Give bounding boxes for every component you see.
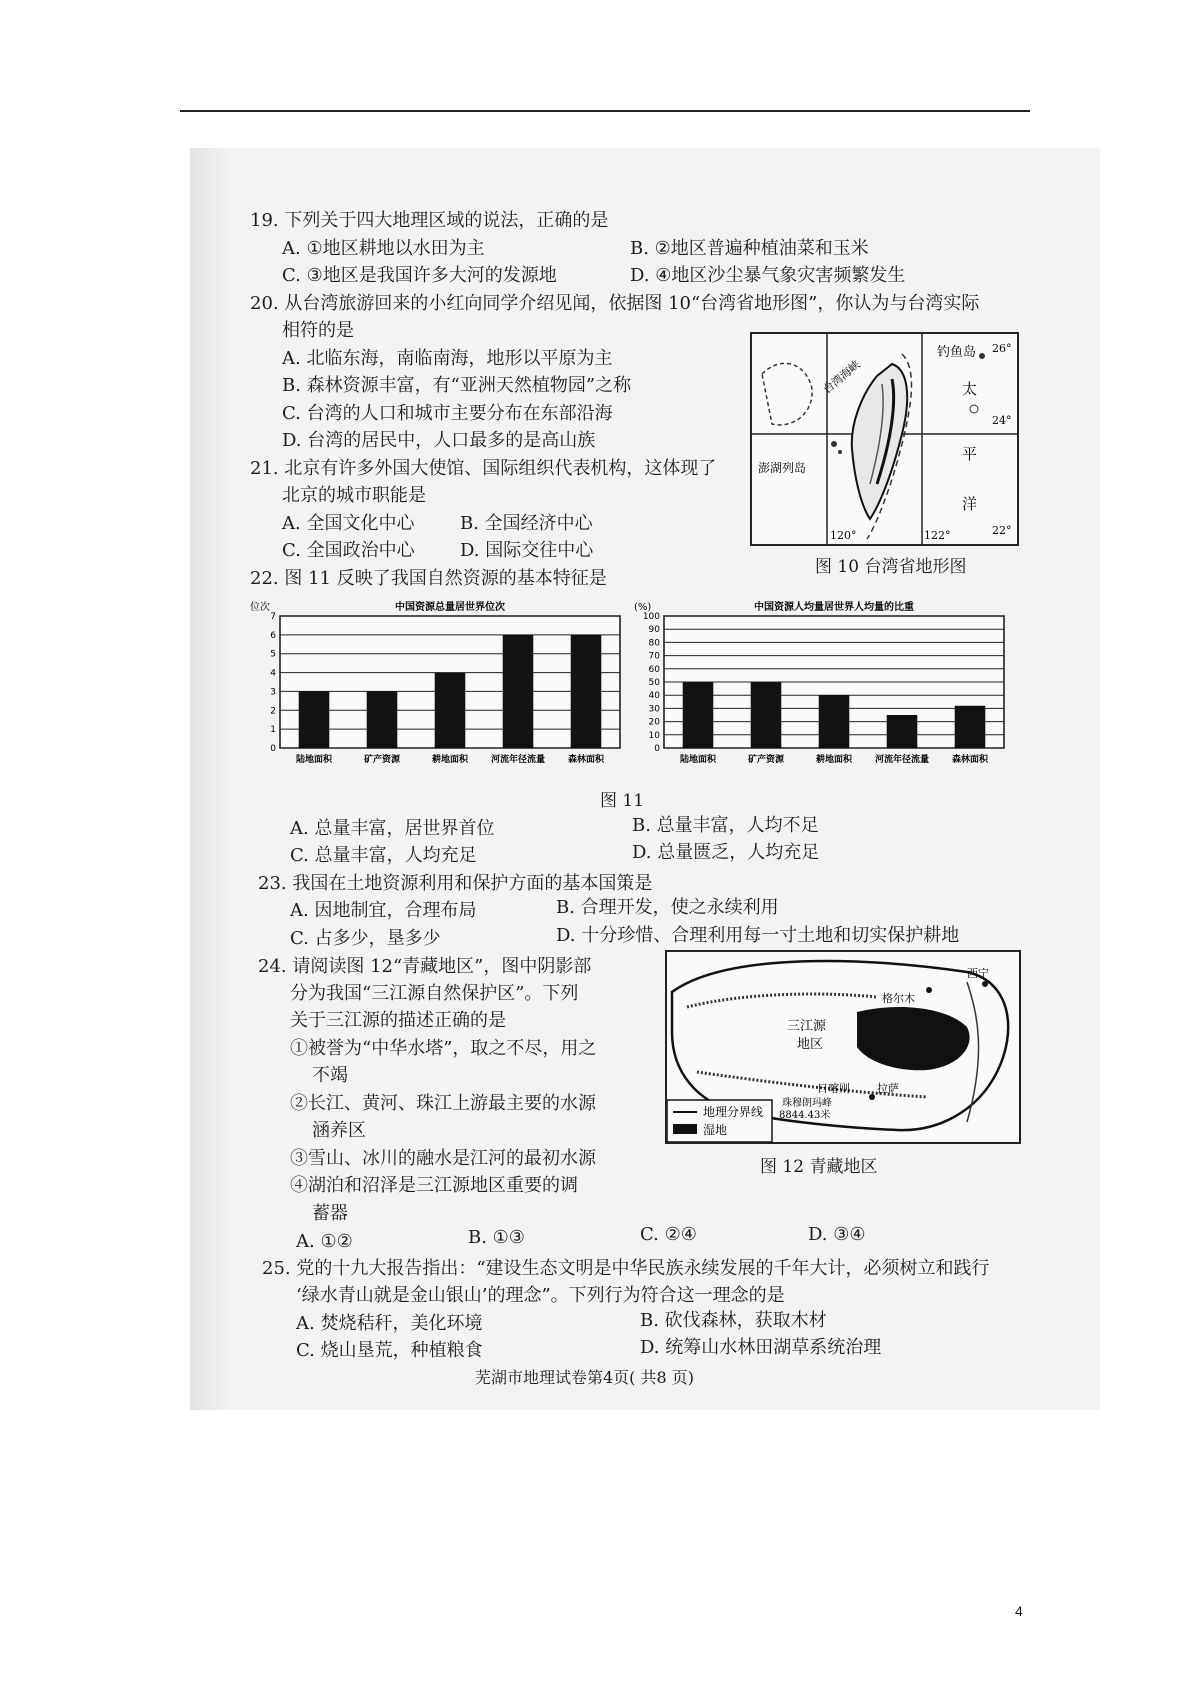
x-tick-label: 耕地面积 <box>815 755 853 765</box>
bar <box>683 682 714 748</box>
q24-option-c: C. ②④ <box>640 1224 697 1245</box>
legend-boundary-label: 地理分界线 <box>703 1105 764 1119</box>
q23-option-d: D. 十分珍惜、合理利用每一寸土地和切实保护耕地 <box>556 925 960 946</box>
q20-option-c: C. 台湾的人口和城市主要分布在东部沿海 <box>282 403 613 424</box>
diaoyu-dot <box>979 353 985 359</box>
q21-option-d: D. 国际交往中心 <box>460 540 594 561</box>
y-tick-label: 1 <box>270 725 276 736</box>
mainland-coast <box>762 363 812 425</box>
label-lat22: 22° <box>992 524 1012 537</box>
y-tick-label: 6 <box>270 630 276 641</box>
y-tick-label: 20 <box>648 717 660 728</box>
y-tick-label: 40 <box>648 691 660 702</box>
qingzang-map-svg <box>667 952 1019 1142</box>
x-tick-label: 陆地面积 <box>679 755 717 765</box>
label-strait: 台湾海峡 <box>820 358 863 397</box>
q22-option-b: B. 总量丰富，人均不足 <box>632 815 819 836</box>
q24-statement-2b: 涵养区 <box>312 1120 366 1141</box>
q24-line2: 分为我国“三江源自然保护区”。下列 <box>290 983 579 1004</box>
q25-stem-line1: 25. 党的十九大报告指出：“建设生态文明是中华民族永续发展的千年大计，必须树立和践行 <box>262 1258 990 1279</box>
label-lat24: 24° <box>992 414 1012 427</box>
mountain-range <box>687 994 877 1007</box>
q23-option-b: B. 合理开发，使之永续利用 <box>556 897 779 918</box>
y-tick-label: 0 <box>654 744 660 754</box>
label-tai: 太 <box>962 380 978 398</box>
x-tick-label: 森林面积 <box>567 755 605 765</box>
legend-wetland-swatch <box>673 1124 697 1134</box>
q19-option-c: C. ③地区是我国许多大河的发源地 <box>282 265 557 286</box>
q24-option-d: D. ③④ <box>808 1224 866 1245</box>
y-tick-label: 7 <box>270 612 276 622</box>
sanjiangyuan-wetland <box>857 1007 970 1070</box>
bar <box>819 695 850 748</box>
chart-rank-svg <box>248 598 628 778</box>
q24-option-b: B. ①③ <box>468 1227 525 1248</box>
q24-statement-2a: ②长江、黄河、珠江上游最主要的水源 <box>290 1093 596 1114</box>
q24-statement-1a: ①被誉为“中华水塔”，取之不尽，用之 <box>290 1038 597 1059</box>
fig12-caption: 图 12 青藏地区 <box>760 1157 878 1177</box>
bar <box>299 691 330 748</box>
x-tick-label: 森林面积 <box>951 755 989 765</box>
q19-option-d: D. ④地区沙尘暴气象灾害频繁发生 <box>630 265 906 286</box>
label-golmud: 格尔木 <box>882 992 915 1005</box>
top-rule <box>180 110 1030 112</box>
q19-stem: 19. 下列关于四大地理区域的说法，正确的是 <box>250 210 609 231</box>
taiwan-map <box>750 332 1019 546</box>
y-tick-label: 10 <box>648 730 660 741</box>
q24-statement-4b: 蓄器 <box>312 1203 348 1224</box>
island-dot <box>970 405 978 413</box>
q22-option-d: D. 总量匮乏，人均充足 <box>632 842 820 863</box>
x-tick-label: 陆地面积 <box>295 755 333 765</box>
label-sanjiangyuan-area: 地区 <box>797 1037 824 1052</box>
q20-option-d: D. 台湾的居民中，人口最多的是高山族 <box>282 430 596 451</box>
q23-option-a: A. 因地制宜，合理布局 <box>290 900 477 921</box>
bar <box>571 635 602 748</box>
q24-option-a: A. ①② <box>296 1231 353 1252</box>
y-tick-label: 100 <box>642 612 660 622</box>
label-sanjiangyuan: 三江源 <box>787 1019 827 1034</box>
q20-stem-line1: 20. 从台湾旅游回来的小红向同学介绍见闻，依据图 10“台湾省地形图”，你认为与台湾实际 <box>250 293 980 314</box>
x-tick-label: 耕地面积 <box>431 755 469 765</box>
x-tick-label: 河流年径流量 <box>874 755 930 765</box>
q21-stem-line1: 21. 北京有许多外国大使馆、国际组织代表机构，这体现了 <box>250 458 717 479</box>
q24-statement-1b: 不竭 <box>312 1065 348 1086</box>
bar <box>751 682 782 748</box>
q20-stem-line2: 相符的是 <box>282 320 354 341</box>
label-shigatse: 日喀则 <box>817 1082 850 1095</box>
q21-option-c: C. 全国政治中心 <box>282 540 415 561</box>
page-footer: 芜湖市地理试卷第4页( 共8 页) <box>475 1368 695 1387</box>
q20-option-b: B. 森林资源丰富，有“亚洲天然植物园”之称 <box>282 375 632 396</box>
fig11-caption: 图 11 <box>600 791 645 811</box>
label-diaoyu: 钓鱼岛 <box>937 345 977 360</box>
chart-title: 中国资源人均量居世界人均量的比重 <box>754 602 914 613</box>
q23-stem: 23. 我国在土地资源利用和保护方面的基本国策是 <box>258 873 653 894</box>
page-number: 4 <box>1015 1603 1023 1619</box>
chart-title: 中国资源总量居世界位次 <box>395 602 505 613</box>
golmud-dot <box>926 987 932 993</box>
label-everest: 珠穆朗玛峰 <box>782 1098 832 1109</box>
label-lat26: 26° <box>992 342 1012 355</box>
q23-option-c: C. 占多少，垦多少 <box>290 928 441 949</box>
y-tick-label: 80 <box>648 638 660 649</box>
chart-per-capita <box>632 598 1012 778</box>
taiwan-map-svg <box>752 334 1017 544</box>
y-tick-label: 90 <box>648 625 660 636</box>
y-tick-label: 4 <box>270 668 276 679</box>
penghu-dot <box>831 441 837 447</box>
y-tick-label: 50 <box>648 678 660 688</box>
label-lon120: 120° <box>830 529 857 542</box>
xining-dot <box>982 981 988 987</box>
x-tick-label: 矿产资源 <box>363 755 401 765</box>
q24-statement-4a: ④湖泊和沼泽是三江源地区重要的调 <box>290 1175 578 1196</box>
y-axis-label: 位次 <box>250 602 270 613</box>
q21-option-a: A. 全国文化中心 <box>282 513 415 534</box>
label-xining: 西宁 <box>967 967 989 980</box>
y-tick-label: 5 <box>270 649 276 660</box>
y-tick-label: 70 <box>648 651 660 662</box>
fig10-caption: 图 10 台湾省地形图 <box>815 557 967 577</box>
q25-option-d: D. 统筹山水林田湖草系统治理 <box>640 1337 882 1358</box>
label-lhasa: 拉萨 <box>877 1082 899 1095</box>
q19-option-a: A. ①地区耕地以水田为主 <box>282 238 485 259</box>
y-tick-label: 3 <box>270 687 276 698</box>
q22-stem: 22. 图 11 反映了我国自然资源的基本特征是 <box>250 568 607 589</box>
y-axis-label: (%) <box>634 602 652 613</box>
y-tick-label: 60 <box>648 664 660 675</box>
label-penghu: 澎湖列岛 <box>758 461 807 475</box>
q25-option-b: B. 砍伐森林，获取木材 <box>640 1310 827 1331</box>
lhasa-dot <box>869 1094 875 1100</box>
q25-option-c: C. 烧山垦荒，种植粮食 <box>296 1340 483 1361</box>
q22-option-c: C. 总量丰富，人均充足 <box>290 845 477 866</box>
bar <box>887 715 918 748</box>
q25-option-a: A. 焚烧秸秆，美化环境 <box>296 1313 483 1334</box>
q24-statement-3: ③雪山、冰川的融水是江河的最初水源 <box>290 1148 596 1169</box>
q21-option-b: B. 全国经济中心 <box>460 513 593 534</box>
label-everest-height: 8844.43米 <box>779 1110 831 1121</box>
q24-line1: 24. 请阅读图 12“青藏地区”，图中阴影部 <box>258 956 592 977</box>
q21-stem-line2: 北京的城市职能是 <box>282 485 426 506</box>
q24-line3: 关于三江源的描述正确的是 <box>290 1010 506 1031</box>
chart-rank <box>248 598 628 778</box>
label-ping: 平 <box>962 445 978 463</box>
q22-option-a: A. 总量丰富，居世界首位 <box>290 818 495 839</box>
bar <box>503 635 534 748</box>
q19-option-b: B. ②地区普遍种植油菜和玉米 <box>630 238 869 259</box>
legend-wetland-label: 湿地 <box>703 1123 728 1137</box>
chart-per-capita-svg <box>632 598 1012 778</box>
bar <box>367 691 398 748</box>
y-tick-label: 0 <box>270 744 276 754</box>
q20-option-a: A. 北临东海，南临南海，地形以平原为主 <box>282 348 613 369</box>
q25-stem-line2: ‘绿水青山就是金山银山’的理念”。下列行为符合这一理念的是 <box>296 1285 785 1306</box>
label-yang: 洋 <box>962 495 978 513</box>
y-tick-label: 2 <box>270 706 276 717</box>
bar <box>435 673 466 748</box>
penghu-dot <box>838 450 842 454</box>
x-tick-label: 矿产资源 <box>747 755 785 765</box>
label-lon122: 122° <box>924 529 951 542</box>
y-tick-label: 30 <box>648 704 660 715</box>
bar <box>955 706 986 748</box>
qingzang-map <box>665 950 1021 1144</box>
x-tick-label: 河流年径流量 <box>490 755 546 765</box>
